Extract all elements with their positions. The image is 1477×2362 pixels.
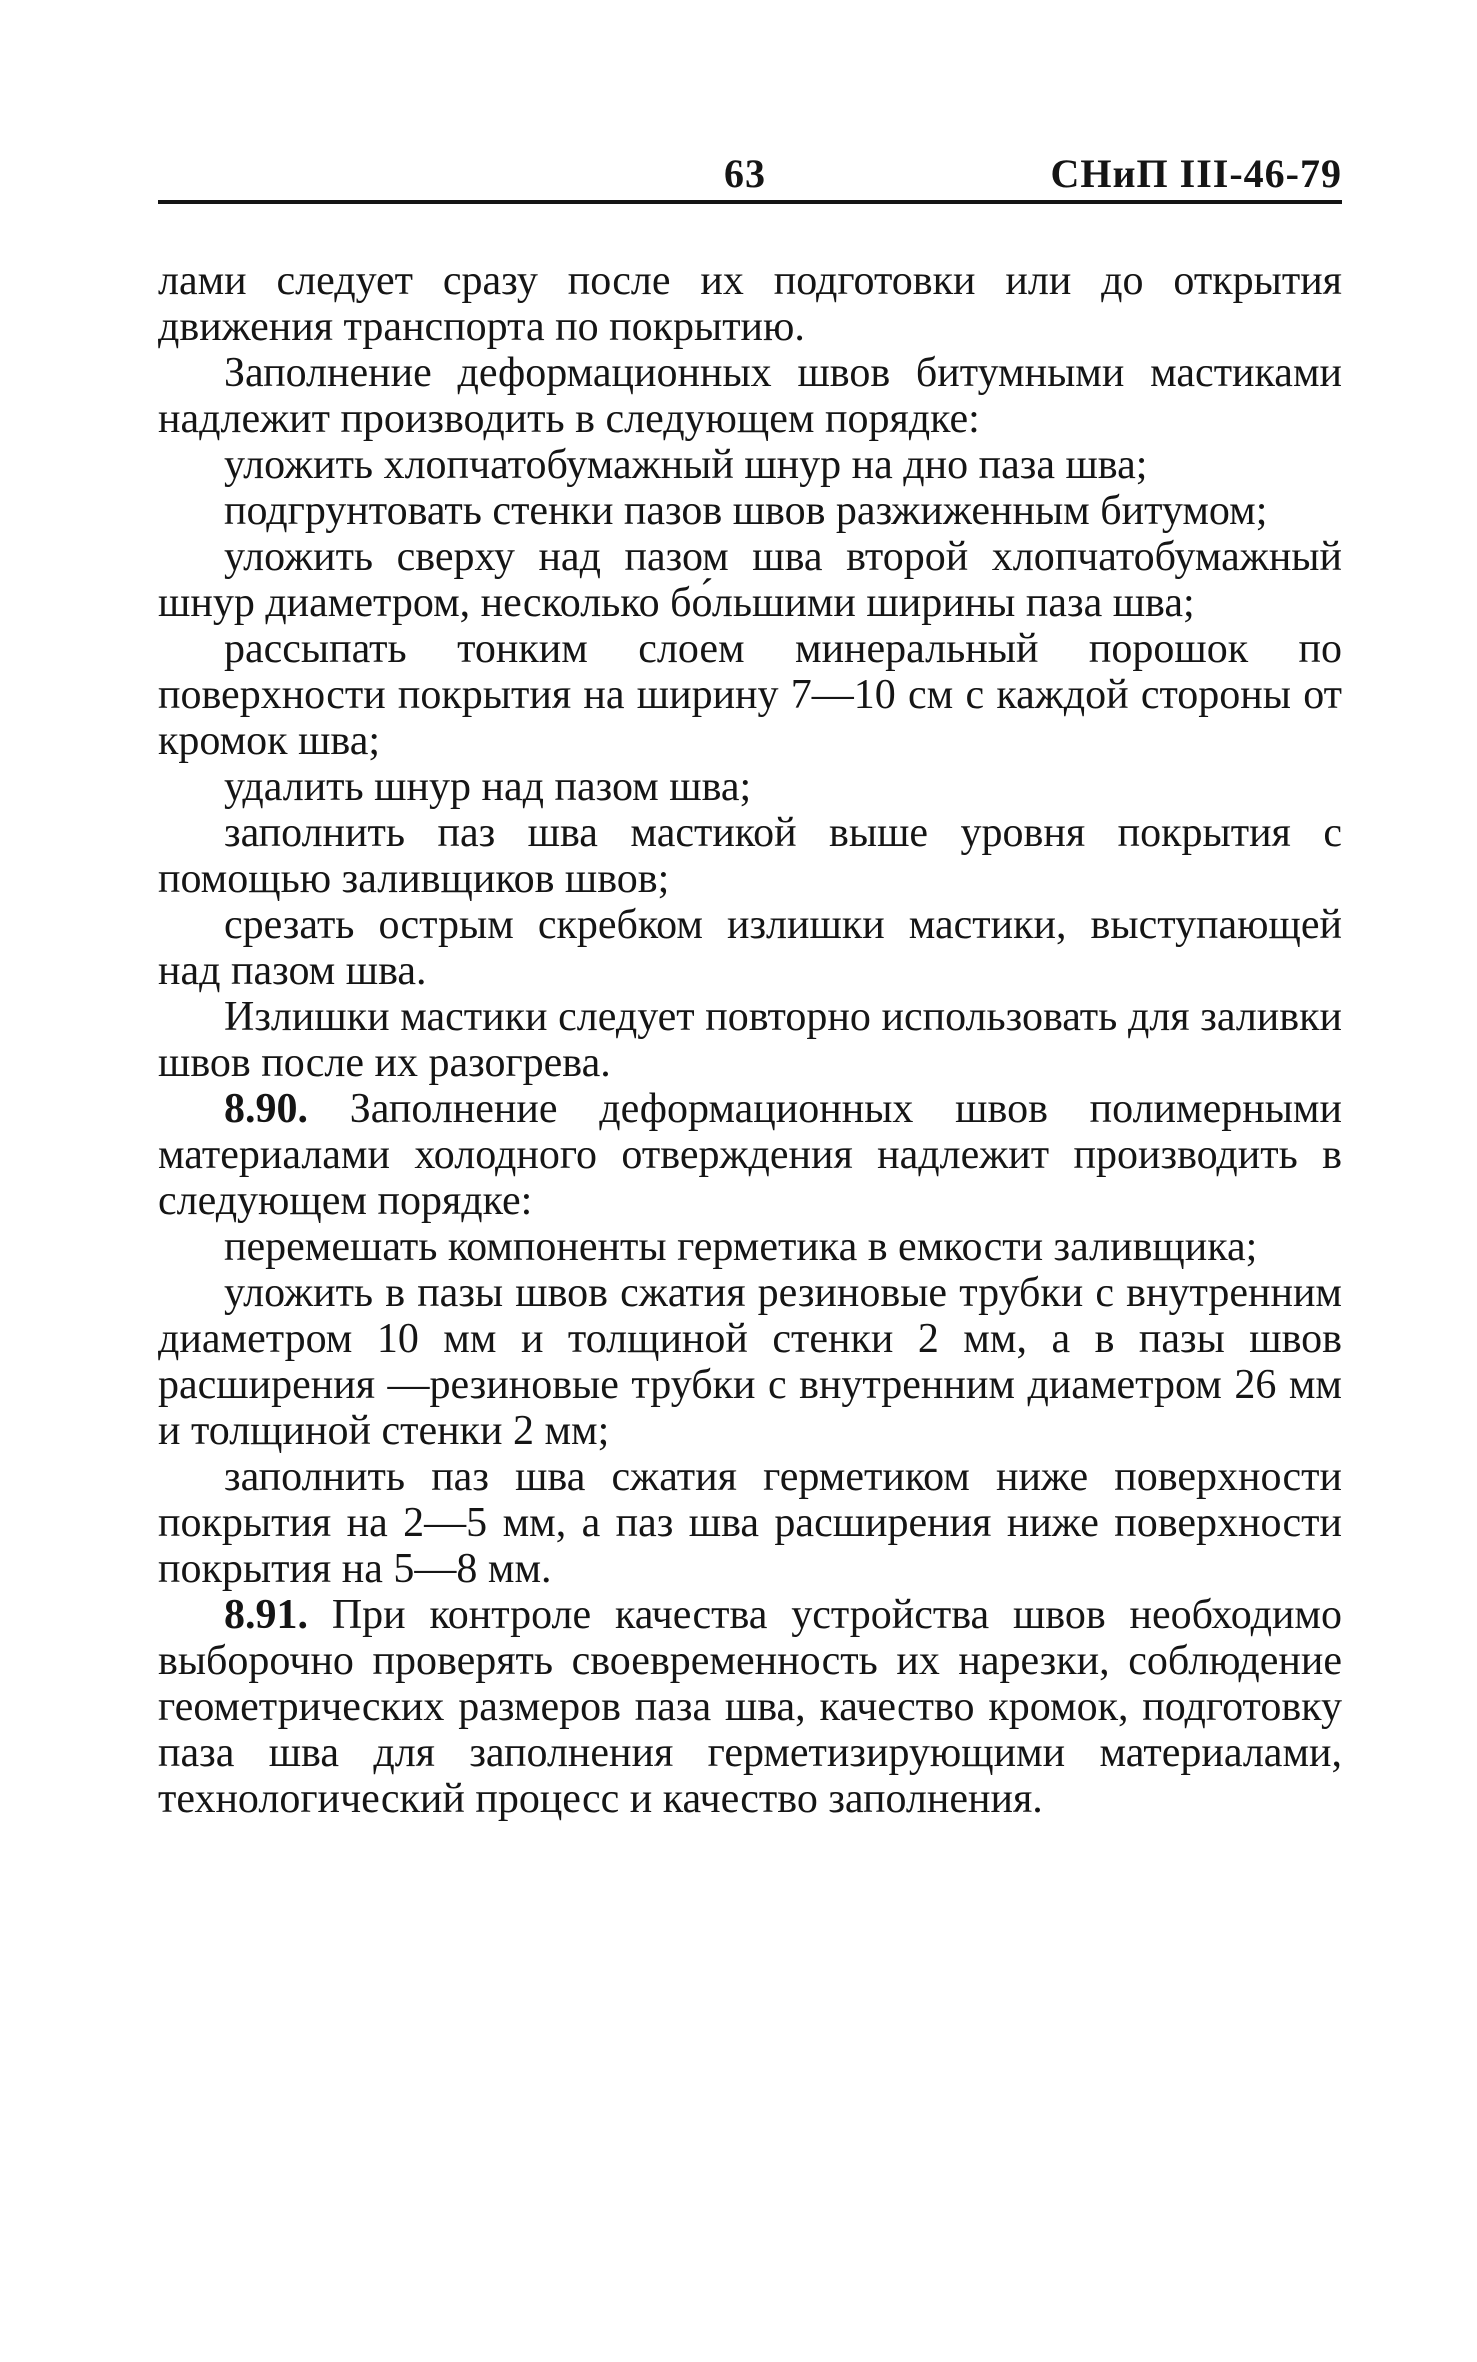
paragraph — [158, 258, 1342, 350]
list-item — [158, 488, 1342, 534]
paragraph-text: уложить в пазы швов сжатия резиновые трубки с внутренним диаметром 10 мм и толщиной стенки 2 мм, а в пазы швов расширения —резиновые трубки с внутренним диаметром 26 мм и толщиной стенки 2 мм; — [158, 1270, 1342, 1454]
paragraph — [158, 350, 1342, 442]
paragraph-text: Излишки мастики следует повторно использовать для заливки швов после их разогрева. — [158, 994, 1342, 1086]
list-item — [158, 626, 1342, 764]
paragraph-text: уложить сверху над пазом шва второй хлопчатобумажный шнур диаметром, несколько бо́льшими ширины паза шва; — [158, 534, 1342, 626]
paragraph-text: При контроле качества устройства швов необходимо выборочно проверять своевременность их нарезки, соблюдение геометрических размеров паза шва, качество кромок, подготовку паза шва для заполнения герметизирующими материалами, технологический процесс и качество заполнения. — [158, 1592, 1342, 1822]
list-item — [158, 764, 1342, 810]
paragraph-text: заполнить паз шва мастикой выше уровня покрытия с помощью заливщиков швов; — [158, 810, 1342, 902]
paragraph-text: удалить шнур над пазом шва; — [224, 764, 752, 810]
paragraph-text: Заполнение деформационных швов битумными мастиками надлежит производить в следующем порядке: — [158, 350, 1342, 442]
page-header — [158, 150, 1342, 200]
paragraph — [158, 994, 1342, 1086]
clause-number: 8.91. — [224, 1592, 308, 1638]
paragraph-text: подгрунтовать стенки пазов швов разжиженным битумом; — [224, 488, 1268, 534]
list-item — [158, 1454, 1342, 1592]
paragraph-text: лами следует сразу после их подготовки или до открытия движения транспорта по покрытию. — [158, 258, 1342, 350]
clause-8-90 — [158, 1086, 1342, 1224]
list-item — [158, 442, 1342, 488]
paragraph-text: перемешать компоненты герметика в емкости заливщика; — [224, 1224, 1258, 1270]
page-number: 63 — [724, 151, 766, 196]
header-rule — [158, 200, 1342, 204]
clause-number: 8.90. — [224, 1086, 308, 1132]
paragraph-text: Заполнение деформационных швов полимерными материалами холодного отверждения надлежит производить в следующем порядке: — [158, 1086, 1342, 1224]
list-item — [158, 902, 1342, 994]
paragraph-text: срезать острым скребком излишки мастики, выступающей над пазом шва. — [158, 902, 1342, 994]
paragraph-text: уложить хлопчатобумажный шнур на дно паза шва; — [224, 442, 1148, 488]
document-code: СНиП III-46-79 — [1050, 151, 1342, 196]
paragraph-text: заполнить паз шва сжатия герметиком ниже поверхности покрытия на 2—5 мм, а паз шва расширения ниже поверхности покрытия на 5—8 мм. — [158, 1454, 1342, 1592]
paragraph-text: рассыпать тонким слоем минеральный порошок по поверхности покрытия на ширину 7—10 см с каждой стороны от кромок шва; — [158, 626, 1342, 764]
list-item — [158, 810, 1342, 902]
body-text — [158, 258, 1342, 1822]
list-item — [158, 1224, 1342, 1270]
list-item — [158, 534, 1342, 626]
list-item — [158, 1270, 1342, 1454]
clause-8-91 — [158, 1592, 1342, 1822]
